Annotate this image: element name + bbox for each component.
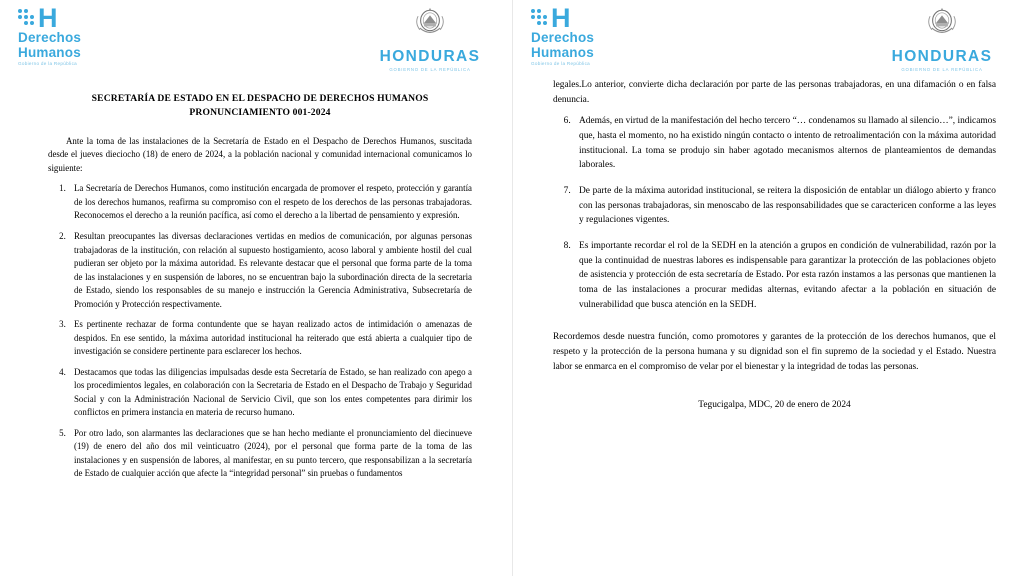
sedh-logo — [531, 3, 595, 66]
list-item: 7. De parte de la máxima autoridad institucional, se reitera la disposición de entablar un diálogo abierto y franco con las personas trabajadoras, sin menoscabo de las responsabilidades que se caractericen conforme a las leyes y regulaciones vigentes. — [573, 184, 996, 228]
national-crest-icon — [413, 4, 447, 42]
page-title — [48, 92, 472, 121]
page-title-line-2: PRONUNCIAMIENTO 001-2024 — [189, 107, 331, 119]
logo-word-derechos: Derechos — [18, 30, 82, 46]
numbered-list-page-2 — [553, 114, 996, 312]
signoff-line: Tegucigalpa, MDC, 20 de enero de 2024 — [698, 400, 851, 411]
list-item: 6. Además, en virtud de la manifestación del hecho tercero “… condenamos su llamado al silencio…”, indicamos que, hasta el momento, no ha existido ningún contacto o intento de retroalimentación con la máxima autoridad institucional. La toma se produjo sin haber agotado mecanismos alternos de planteamientos de demandas laborales. — [573, 114, 996, 173]
document-page-2 — [512, 0, 1024, 576]
list-item: 2. Resultan preocupantes las diversas declaraciones vertidas en medios de comunicación, por algunas personas trabajadoras de la institución, con relación al supuesto hostigamiento, acoso laboral y ambiente hostil del cual pudieran ser objeto por la máxima autoridad. Es relevante destacar que el personal que forma parte de la toma de las instalaciones y en suspensión de labores, no se encuentran bajo la subordinación directa de la secretaria de Estado, siendo los responsables de su manejo e instrucción la Gerencia Administrativa, Subsecretaría de Promoción y Protección respectivamente. — [68, 230, 472, 311]
page-1-body — [0, 78, 512, 488]
national-crest-icon — [925, 4, 959, 42]
list-item: 8. Es importante recordar el rol de la SEDH en la atención a grupos en condición de vulnerabilidad, razón por la que la continuidad de nuestras labores es indispensable para garantizar la protección de las poblaciones objeto de asistencia y protección de esta secretaría de Estado. Por esta razón instamos a las personas que mantienen la toma de las instalaciones a procurar medidas alternas, evitando afectar a la población en situación de vulnerabilidad que busca atención en la SEDH. — [573, 239, 996, 312]
logo-word-humanos: Humanos — [531, 44, 594, 60]
honduras-label: HONDURAS — [891, 48, 993, 65]
sedh-logo — [18, 3, 82, 66]
honduras-label: HONDURAS — [379, 48, 481, 65]
logo-subtitle: Gobierno de la República — [18, 60, 78, 66]
page-header-left — [0, 0, 512, 78]
list-item: 4. Destacamos que todas las diligencias impulsadas desde esta Secretaría de Estado, se han realizado con apego a los procedimientos legales, en colaboración con la Secretaria de Estado en el Despacho de Trabajo y Seguridad Social y con la Administración Nacional de Servicio Civil, que son los entes competentes para dirimir los conflictos en primera instancia en materia de recurso humano. — [68, 366, 472, 420]
page-header-right — [513, 0, 1024, 78]
list-item: 5. Por otro lado, son alarmantes las declaraciones que se han hecho mediante el pronunciamiento del diecinueve (19) de enero del año dos mil veinticuatro (2024), por el personal que forma parte de la toma de las instalaciones y en suspensión de labores, al manifestar, en su punto tercero, que responsabilizan a la secretaría de Estado de cualquier acción que afecte la “integridad personal” sin pruebas o fundamentos — [68, 427, 472, 481]
closing-paragraph: Recordemos desde nuestra función, como promotores y garantes de la protección de los derechos humanos, que el respeto y la protección de la persona humana y su dignidad son el fin supremo de la sociedad y el Estado. Nuestra labor se enmarca en el compromiso de velar por el bienestar y la integridad de todas las personas. — [553, 332, 996, 372]
honduras-emblem — [876, 4, 1008, 72]
logo-word-humanos: Humanos — [18, 44, 81, 60]
honduras-sublabel: GOBIERNO DE LA REPÚBLICA — [389, 67, 471, 72]
logo-letter-h: H — [551, 3, 570, 33]
logo-word-derechos: Derechos — [531, 30, 595, 46]
logo-subtitle: Gobierno de la República — [531, 60, 591, 66]
numbered-list-page-1 — [48, 182, 472, 481]
page-title-line-1: SECRETARÍA DE ESTADO EN EL DESPACHO DE DERECHOS HUMANOS — [91, 93, 429, 104]
intro-paragraph: Ante la toma de las instalaciones de la Secretaría de Estado en el Despacho de Derechos Humanos, suscitada desde el jueves dieciocho (18) de enero de 2024, a la población nacional y comunidad internacional comunicamos lo siguiente: — [48, 135, 472, 173]
honduras-sublabel: GOBIERNO DE LA REPÚBLICA — [901, 67, 983, 72]
list-item: 3. Es pertinente rechazar de forma contundente que se hayan realizado actos de intimidación o amenazas de despidos. En ese sentido, la máxima autoridad institucional ha reiterado que está abierta a cualquier tipo de investigación se considere pertinente para esclarecer los hechos. — [68, 318, 472, 359]
logo-letter-h: H — [38, 3, 57, 33]
honduras-emblem — [364, 4, 496, 72]
continuation-paragraph: legales.Lo anterior, convierte dicha declaración por parte de las personas trabajadoras, en una difamación o en falsa denuncia. — [553, 80, 996, 105]
dot-grid-icon — [531, 9, 547, 25]
list-item: 1. La Secretaría de Derechos Humanos, como institución encargada de promover el respeto, protección y garantía de los derechos humanos, reafirma su compromiso con el respeto de los derechos de las personas trabajadoras. Reconocemos el derecho a la reunión pacífica, así como el derecho a la libertad de pensamiento y expresión. — [68, 182, 472, 223]
dot-grid-icon — [18, 9, 34, 25]
page-2-body — [513, 78, 1024, 410]
